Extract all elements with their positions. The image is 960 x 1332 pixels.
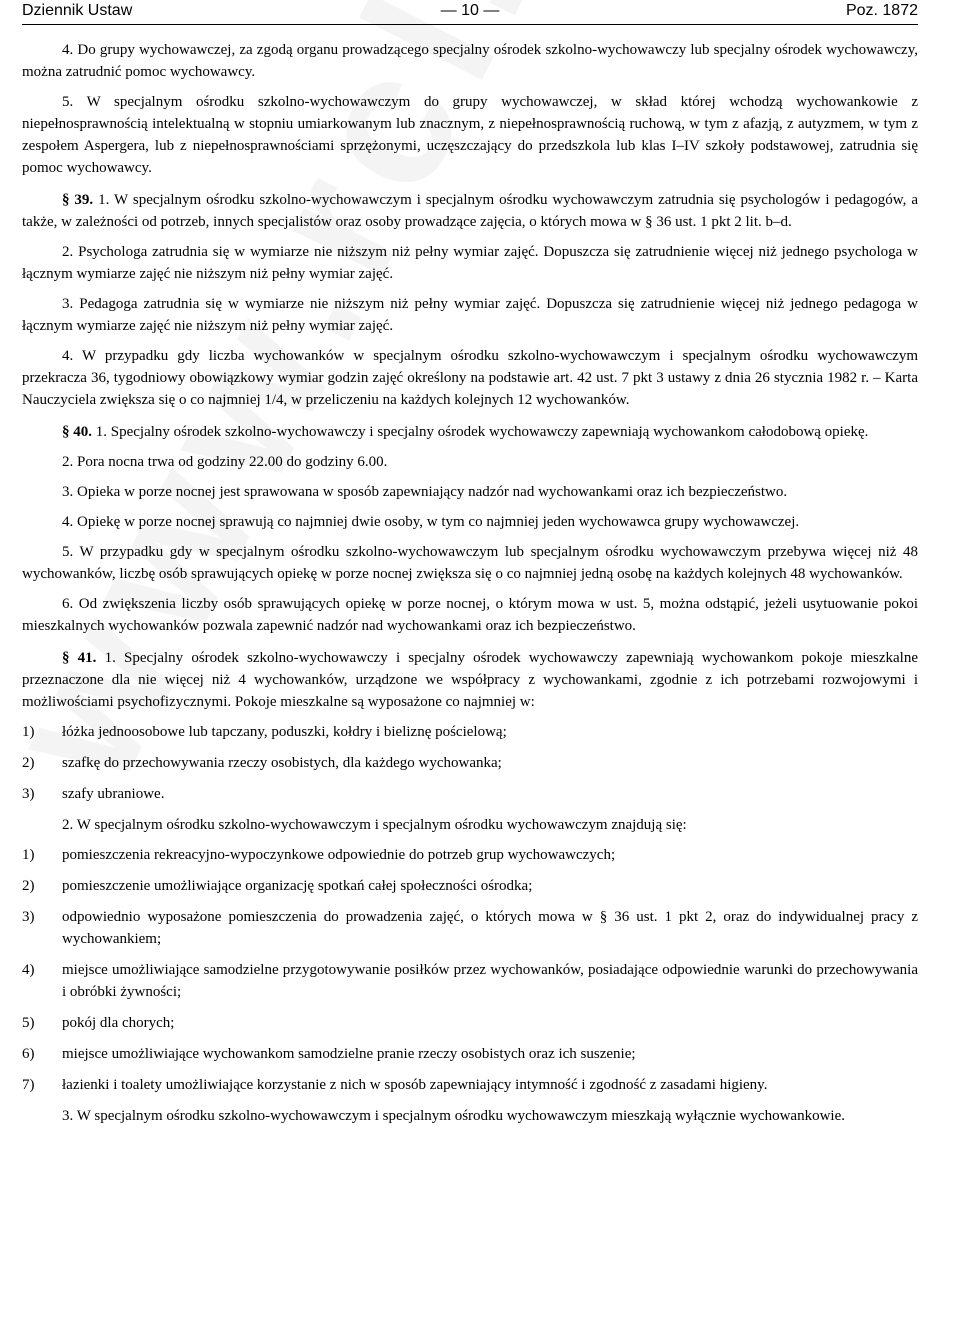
section-39-paragraph-1: § 39. 1. W specjalnym ośrodku szkolno-wychowawczym i specjalnym ośrodku wychowawczym zatrudnia się psychologów i pedagogów, a także, w zależności od potrzeb, innych specjalistów oraz osoby prowadzące zajęcia, o których mowa w § 36 ust. 1 pkt 2 lit. b–d.	[22, 192, 918, 230]
section-number: § 40.	[62, 424, 92, 440]
list-item: 2) pomieszczenie umożliwiające organizację spotkań całej społeczności ośrodka;	[22, 878, 533, 894]
list-item: 1) łóżka jednoosobowe lub tapczany, poduszki, kołdry i bieliznę pościelową;	[22, 724, 507, 740]
list-item: 6) miejsce umożliwiające wychowankom samodzielne pranie rzeczy osobistych oraz ich suszenie;	[22, 1046, 636, 1062]
list-item: 7) łazienki i toalety umożliwiające korzystanie z nich w sposób zapewniający intymność i zgodność z zasadami higieny.	[22, 1077, 768, 1093]
journal-title: Dziennik Ustaw	[22, 2, 133, 19]
document-body	[22, 39, 918, 1135]
page-number: — 10 —	[440, 2, 500, 19]
section-41-paragraph-1: § 41. 1. Specjalny ośrodek szkolno-wychowawczy i specjalny ośrodek wychowawczy zapewniają wychowankom pokoje mieszkalne przeznaczone dla nie więcej niż 4 wychowanków, urządzone we współpracy z wychowankami, zgodnie z ich potrzebami rozwojowymi i możliwościami psychofizycznymi. Pokoje mieszkalne są wyposażone co najmniej w:	[22, 650, 918, 710]
paragraph: 3. Pedagoga zatrudnia się w wymiarze nie niższym niż pełny wymiar zajęć. Dopuszcza się zatrudnienie więcej niż jednego pedagoga w łącznym wymiarze zajęć nie niższym niż pełny wymiar zajęć.	[22, 296, 918, 334]
paragraph: 6. Od zwiększenia liczby osób sprawujących opiekę w porze nocnej, o którym mowa w ust. 5, można odstąpić, jeżeli usytuowanie pokoi mieszkalnych wychowanków pozwala zapewnić nadzór nad wychowankami oraz ich bezpieczeństwo.	[22, 596, 918, 634]
paragraph: 3. W specjalnym ośrodku szkolno-wychowawczym i specjalnym ośrodku wychowawczym mieszkają wyłącznie wychowankowie.	[62, 1108, 845, 1124]
position-number: Poz. 1872	[845, 2, 918, 19]
paragraph: 2. Psychologa zatrudnia się w wymiarze nie niższym niż pełny wymiar zajęć. Dopuszcza się zatrudnienie więcej niż jednego psychologa w łącznym wymiarze zajęć nie niższym niż pełny wymiar zajęć.	[22, 244, 918, 282]
paragraph: 5. W przypadku gdy w specjalnym ośrodku szkolno-wychowawczym lub specjalnym ośrodku wychowawczym przebywa więcej niż 48 wychowanków, liczbę osób sprawujących opiekę w porze nocnej zwiększa się o co najmniej jedną osobę na każdych kolejnych 48 wychowanków.	[22, 544, 918, 582]
section-number: § 41.	[62, 650, 97, 666]
paragraph: 4. Do grupy wychowawczej, za zgodą organu prowadzącego specjalny ośrodek szkolno-wychowawczy lub specjalny ośrodek wychowawczy, można zatrudnić pomoc wychowawcy.	[22, 42, 918, 80]
section-number: § 39.	[62, 192, 94, 208]
list-item: 5) pokój dla chorych;	[22, 1015, 175, 1031]
paragraph: 2. W specjalnym ośrodku szkolno-wychowawczym i specjalnym ośrodku wychowawczym znajdują się:	[62, 817, 687, 833]
paragraph: 4. W przypadku gdy liczba wychowanków w specjalnym ośrodku szkolno-wychowawczym i specjalnym ośrodku wychowawczym przekracza 36, tygodniowy obowiązkowy wymiar godzin zajęć określony na podstawie art. 42 ust. 7 pkt 3 ustawy z dnia 26 stycznia 1982 r. – Karta Nauczyciela zwiększa się o co najmniej 1/4, w przeliczeniu na każdych kolejnych 12 wychowanków.	[22, 348, 918, 408]
list-item: 2) szafkę do przechowywania rzeczy osobistych, dla każdego wychowanka;	[22, 755, 502, 771]
paragraph: 5. W specjalnym ośrodku szkolno-wychowawczym do grupy wychowawczej, w skład której wchodzą wychowankowie z niepełnosprawnością intelektualną w stopniu umiarkowanym lub znacznym, z niepełnosprawnością ruchową, w tym z afazją, z autyzmem, w tym z zespołem Aspergera, lub z niepełnosprawnościami sprzężonymi, uczęszczający do przedszkola lub klas I–IV szkoły podstawowej, zatrudnia się pomoc wychowawcy.	[22, 94, 918, 176]
list-item: 3) odpowiednio wyposażone pomieszczenia do prowadzenia zajęć, o których mowa w § 36 ust. 1 pkt 2, oraz do indywidualnej pracy z wychowankiem;	[22, 909, 918, 947]
list-item: 3) szafy ubraniowe.	[22, 786, 165, 802]
paragraph: 3. Opieka w porze nocnej jest sprawowana w sposób zapewniający nadzór nad wychowankami oraz ich bezpieczeństwo.	[62, 484, 788, 500]
list-item: 4) miejsce umożliwiające samodzielne przygotowywanie posiłków przez wychowanków, posiadające odpowiednie warunki do przechowywania i obróbki żywności;	[22, 962, 918, 1000]
section-40-paragraph-1: § 40. 1. Specjalny ośrodek szkolno-wychowawczy i specjalny ośrodek wychowawczy zapewniają wychowankom całodobową opiekę.	[62, 424, 869, 440]
paragraph: 2. Pora nocna trwa od godziny 22.00 do godziny 6.00.	[62, 454, 388, 470]
paragraph: 4. Opiekę w porze nocnej sprawują co najmniej dwie osoby, w tym co najmniej jeden wychowawca grupy wychowawczej.	[62, 514, 800, 530]
list-item: 1) pomieszczenia rekreacyjno-wypoczynkowe odpowiednie do potrzeb grup wychowawczych;	[22, 847, 616, 863]
page-header	[22, 0, 918, 25]
